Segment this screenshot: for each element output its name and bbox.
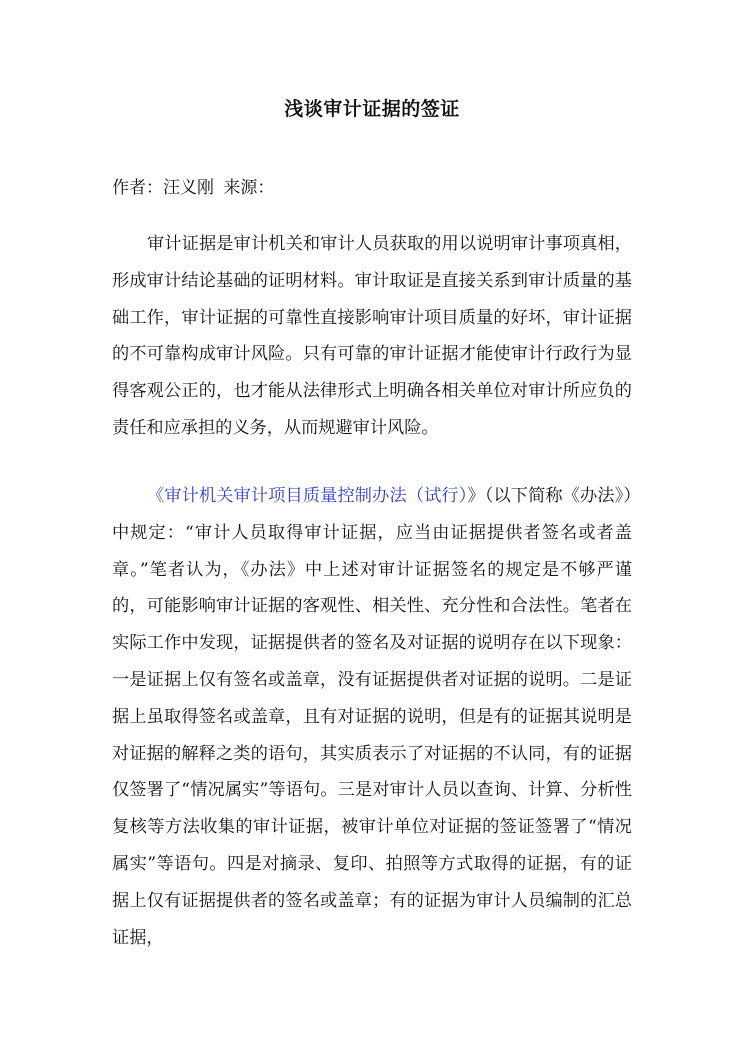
- byline: [112, 176, 278, 200]
- author-label: 作者：汪义刚: [112, 178, 214, 198]
- regulation-link[interactable]: 《审计机关审计项目质量控制办法（试行）: [147, 486, 468, 506]
- document-title: 浅谈审计证据的签证: [284, 98, 460, 120]
- paragraph-regulation-text: 》（以下简称《办法》）中规定：“审计人员取得审计证据，应当由证据提供者签名或者盖章。”笔者认为，《办法》中上述对审计证据签名的规定是不够严谨的，可能影响审计证据的客观性、相关性、充分性和合法性。笔者在实际工作中发现，证据提供者的签名及对证据的说明存在以下现象：一是证据上仅有签名或盖章，没有证据提供者对证据的说明。二是证据上虽取得签名或盖章，且有对证据的说明，但是有的证据其说明是对证据的解释之类的语句，其实质表示了对证据的不认同，有的证据仅签署了“情况属实”等语句。三是对审计人员以查询、计算、分析性复核等方法收集的审计证据，被审计单位对证据的签证签署了“情况属实”等语句。四是对摘录、复印、拍照等方式取得的证据，有的证据上仅有证据提供者的签名或盖章；有的证据为审计人员编制的汇总证据，: [112, 486, 632, 948]
- paragraph-intro: [112, 226, 632, 447]
- paragraph-intro-text: 审计证据是审计机关和审计人员获取的用以说明审计事项真相，形成审计结论基础的证明材料。审计取证是直接关系到审计质量的基础工作，审计证据的可靠性直接影响审计项目质量的好坏，审计证据的不可靠构成审计风险。只有可靠的审计证据才能使审计行政行为显得客观公正的，也才能从法律形式上明确各相关单位对审计所应负的责任和应承担的义务，从而规避审计风险。: [112, 234, 632, 438]
- paragraph-regulation: [112, 478, 632, 956]
- source-label: 来源：: [223, 178, 275, 198]
